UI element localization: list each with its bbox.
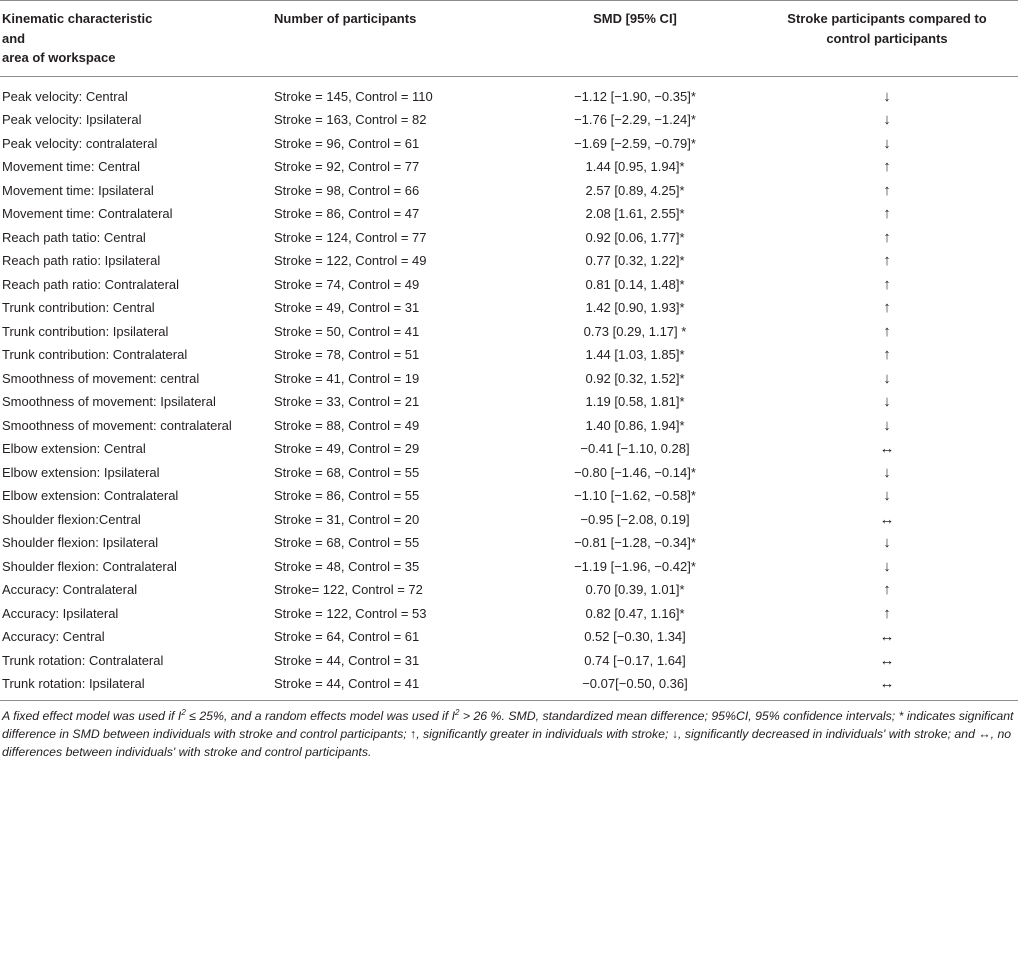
participants-cell: Stroke = 68, Control = 55 <box>274 464 420 480</box>
direction-cell: ↓ <box>883 487 891 504</box>
participants-cell: Stroke = 50, Control = 41 <box>274 323 420 339</box>
participants-cell: Stroke = 49, Control = 31 <box>274 300 420 315</box>
direction-cell: ↓ <box>883 463 891 481</box>
direction-cell: ↔ <box>879 651 895 669</box>
direction-cell: ↑ <box>883 604 891 622</box>
table-row <box>0 531 1018 555</box>
kinematic-cell: Shoulder flexion: Ipsilateral <box>2 535 159 550</box>
direction-cell: ↓ <box>883 111 891 128</box>
table-row <box>0 461 1018 485</box>
direction-cell: ↓ <box>883 369 891 387</box>
table-row <box>0 273 1018 297</box>
header-comparison <box>750 1 1018 77</box>
participants-cell: Stroke = 68, Control = 55 <box>274 535 420 550</box>
kinematic-cell: Peak velocity: Ipsilateral <box>2 112 142 127</box>
participants-cell: Stroke = 96, Control = 61 <box>274 135 420 151</box>
table-row <box>0 367 1018 391</box>
participants-cell: Stroke = 44, Control = 41 <box>274 676 420 691</box>
kinematic-cell: Movement time: Ipsilateral <box>2 182 154 198</box>
table-row <box>0 132 1018 156</box>
table-row <box>0 296 1018 320</box>
header-kinematic-line-1: Kinematic characteristic <box>2 11 153 26</box>
participants-cell: Stroke = 98, Control = 66 <box>274 182 420 198</box>
direction-cell: ↔ <box>879 675 895 692</box>
smd-cell: 0.77 [0.32, 1.22]* <box>585 253 685 268</box>
smd-cell: 1.44 [1.03, 1.85]* <box>585 347 685 362</box>
kinematic-cell: Movement time: Central <box>2 159 140 174</box>
superscript: 2 <box>455 707 460 717</box>
table-row <box>0 625 1018 649</box>
table-row <box>0 343 1018 367</box>
header-comparison-line-2: control participants <box>826 30 948 46</box>
header-comparison-line-1: Stroke participants compared to <box>787 11 987 26</box>
table-header <box>0 1 1018 77</box>
smd-cell: 0.74 [−0.17, 1.64] <box>584 652 686 668</box>
kinematic-cell: Smoothness of movement: Ipsilateral <box>2 394 216 409</box>
smd-cell: −0.41 [−1.10, 0.28] <box>580 441 690 456</box>
header-smd: SMD [95% CI] <box>593 11 677 26</box>
kinematic-cell: Elbow extension: Contralateral <box>2 488 179 503</box>
header-kinematic-line-3: area of workspace <box>2 50 116 65</box>
smd-cell: −0.07[−0.50, 0.36] <box>582 676 688 691</box>
direction-cell: ↑ <box>883 205 891 222</box>
table-row <box>0 202 1018 226</box>
participants-cell: Stroke = 49, Control = 29 <box>274 441 420 456</box>
participants-cell: Stroke = 74, Control = 49 <box>274 276 420 292</box>
kinematic-cell: Reach path tatio: Central <box>2 229 146 245</box>
participants-cell: Stroke = 86, Control = 47 <box>274 206 420 221</box>
table-row <box>0 108 1018 132</box>
direction-cell: ↓ <box>883 87 891 105</box>
smd-cell: 2.57 [0.89, 4.25]* <box>585 182 685 198</box>
kinematic-cell: Reach path ratio: Contralateral <box>2 276 180 292</box>
kinematic-cell: Peak velocity: contralateral <box>2 135 158 151</box>
direction-cell: ↑ <box>883 322 891 340</box>
table-row <box>0 484 1018 508</box>
smd-cell: 0.81 [0.14, 1.48]* <box>585 276 685 292</box>
direction-cell: ↓ <box>883 393 891 410</box>
kinematic-cell: Smoothness of movement: contralateral <box>2 417 232 433</box>
header-participants: Number of participants <box>274 11 417 26</box>
table-row <box>0 649 1018 673</box>
kinematic-cell: Movement time: Contralateral <box>2 206 173 221</box>
table-row <box>0 76 1018 108</box>
kinematic-cell: Peak velocity: Central <box>2 88 128 104</box>
direction-cell: ↑ <box>883 158 891 175</box>
header-kinematic-line-2: and <box>2 30 26 46</box>
kinematic-cell: Trunk rotation: Ipsilateral <box>2 676 145 691</box>
direction-cell: ↑ <box>883 181 891 199</box>
kinematic-cell: Shoulder flexion: Contralateral <box>2 558 177 574</box>
kinematic-cell: Shoulder flexion:Central <box>2 511 141 527</box>
kinematic-cell: Accuracy: Ipsilateral <box>2 605 119 621</box>
kinematic-cell: Accuracy: Central <box>2 629 105 644</box>
table-row <box>0 437 1018 461</box>
smd-cell: 0.92 [0.32, 1.52]* <box>585 370 685 386</box>
participants-cell: Stroke = 122, Control = 49 <box>274 253 427 268</box>
smd-cell: 1.19 [0.58, 1.81]* <box>585 394 685 409</box>
smd-cell: −0.80 [−1.46, −0.14]* <box>574 464 696 480</box>
table-row <box>0 555 1018 579</box>
table-row <box>0 390 1018 414</box>
smd-cell: 1.40 [0.86, 1.94]* <box>585 417 685 433</box>
table-footnote: A fixed effect model was used if $I^2 \le 25\%$, and a random effects model was used if $I^2 > 26$ %. SMD, standardized mean difference; 95%CI, 95% confidence intervals; * indicates significant difference in SMD between individuals with stroke and control participants; ↑, significantly greater in individuals with stroke; ↓, significantly decreased in individuals' with stroke; and ↔, no differences between individuals' with stroke and control participants. <box>2 707 1014 759</box>
kinematic-cell: Trunk contribution: Ipsilateral <box>2 323 169 339</box>
table-row <box>0 179 1018 203</box>
kinematic-cell: Accuracy: Contralateral <box>2 582 138 597</box>
table-row <box>0 578 1018 602</box>
table-row <box>0 602 1018 626</box>
direction-cell: ↔ <box>879 510 895 528</box>
participants-cell: Stroke = 78, Control = 51 <box>274 347 420 362</box>
superscript: 2 <box>181 707 186 717</box>
participants-cell: Stroke = 44, Control = 31 <box>274 652 420 668</box>
kinematic-cell: Elbow extension: Ipsilateral <box>2 464 160 480</box>
direction-cell: ↓ <box>883 134 891 152</box>
direction-cell: ↔ <box>879 628 895 645</box>
participants-cell: Stroke = 163, Control = 82 <box>274 112 427 127</box>
kinematic-cell: Reach path ratio: Ipsilateral <box>2 253 161 268</box>
participants-cell: Stroke = 33, Control = 21 <box>274 394 420 409</box>
smd-cell: −0.81 [−1.28, −0.34]* <box>574 535 696 550</box>
participants-cell: Stroke = 124, Control = 77 <box>274 229 427 245</box>
smd-cell: 0.70 [0.39, 1.01]* <box>585 582 685 597</box>
direction-cell: ↑ <box>883 252 891 269</box>
direction-cell: ↑ <box>883 228 891 246</box>
participants-cell: Stroke = 48, Control = 35 <box>274 558 420 574</box>
kinematic-cell: Elbow extension: Central <box>2 441 146 456</box>
direction-cell: ↔ <box>879 440 895 457</box>
smd-cell: −0.95 [−2.08, 0.19] <box>580 511 690 527</box>
header-row <box>0 1 1018 77</box>
participants-cell: Stroke = 41, Control = 19 <box>274 370 420 386</box>
smd-cell: 0.92 [0.06, 1.77]* <box>585 229 685 245</box>
direction-cell: ↑ <box>883 581 891 598</box>
participants-cell: Stroke = 64, Control = 61 <box>274 629 420 644</box>
smd-cell: −1.76 [−2.29, −1.24]* <box>574 112 696 127</box>
direction-cell: ↑ <box>883 275 891 293</box>
smd-cell: 0.82 [0.47, 1.16]* <box>585 605 685 621</box>
participants-cell: Stroke = 92, Control = 77 <box>274 159 420 174</box>
direction-cell: ↓ <box>883 534 891 551</box>
table-row <box>0 226 1018 250</box>
participants-cell: Stroke = 145, Control = 110 <box>274 88 433 104</box>
kinematic-cell: Trunk contribution: Contralateral <box>2 347 188 362</box>
table-row <box>0 249 1018 273</box>
smd-cell: 0.73 [0.29, 1.17] * <box>583 323 687 339</box>
smd-cell: −1.10 [−1.62, −0.58]* <box>574 488 696 503</box>
table-row <box>0 508 1018 532</box>
direction-cell: ↓ <box>883 557 891 575</box>
participants-cell: Stroke= 122, Control = 72 <box>274 582 423 597</box>
participants-cell: Stroke = 86, Control = 55 <box>274 488 420 503</box>
direction-cell: ↓ <box>883 416 891 434</box>
participants-cell: Stroke = 31, Control = 20 <box>274 511 420 527</box>
table-row <box>0 414 1018 438</box>
participants-cell: Stroke = 122, Control = 53 <box>274 605 427 621</box>
smd-cell: −1.19 [−1.96, −0.42]* <box>574 558 696 574</box>
smd-cell: 0.52 [−0.30, 1.34] <box>584 629 686 644</box>
smd-cell: 1.42 [0.90, 1.93]* <box>585 300 685 315</box>
table-row <box>0 155 1018 179</box>
table-body <box>0 76 1018 700</box>
participants-cell: Stroke = 88, Control = 49 <box>274 417 420 433</box>
smd-cell: 1.44 [0.95, 1.94]* <box>585 159 685 174</box>
smd-cell: 2.08 [1.61, 2.55]* <box>585 206 685 221</box>
kinematic-cell: Trunk rotation: Contralateral <box>2 652 164 668</box>
kinematic-cell: Trunk contribution: Central <box>2 300 155 315</box>
table-row <box>0 320 1018 344</box>
kinematic-cell: Smoothness of movement: central <box>2 370 200 386</box>
direction-cell: ↑ <box>883 346 891 363</box>
smd-cell: −1.69 [−2.59, −0.79]* <box>574 135 696 151</box>
header-kinematic <box>0 1 268 77</box>
smd-cell: −1.12 [−1.90, −0.35]* <box>574 88 696 104</box>
direction-cell: ↑ <box>883 299 891 316</box>
table-row <box>0 672 1018 700</box>
